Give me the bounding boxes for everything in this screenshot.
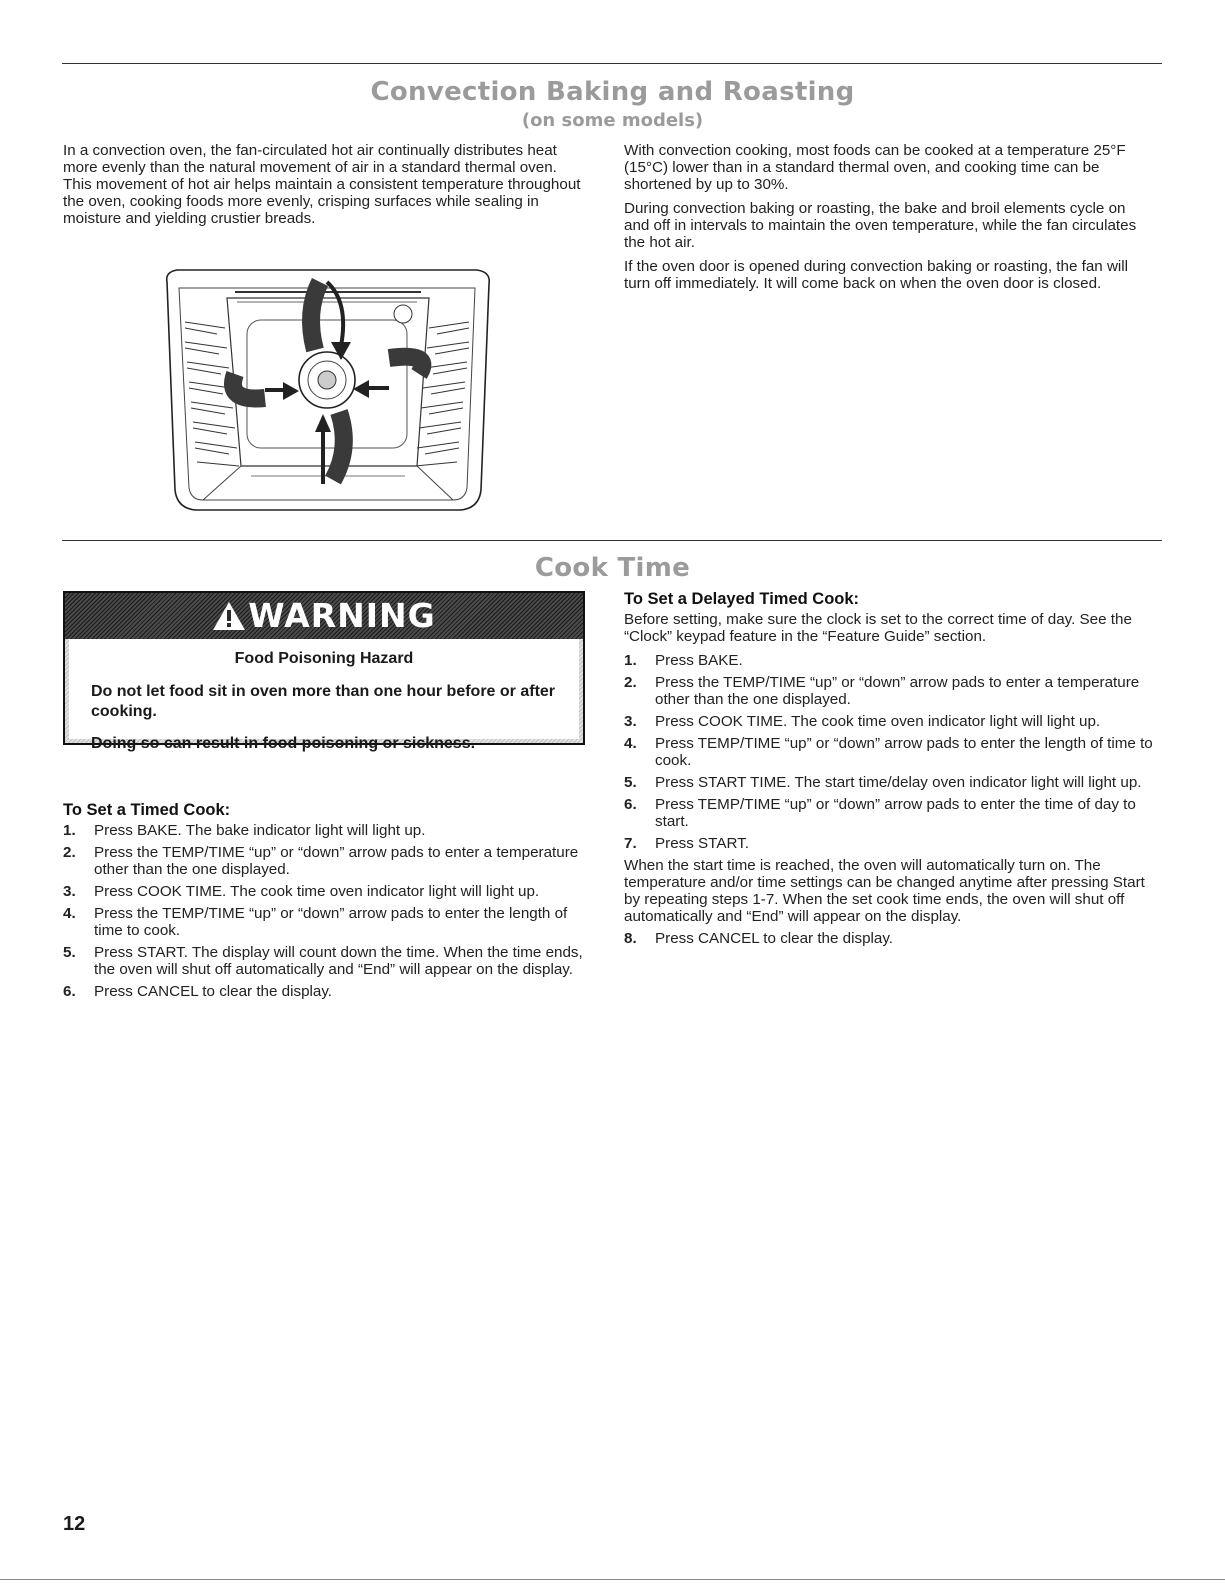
timed-cook-section xyxy=(63,800,588,1005)
convection-left-column xyxy=(63,142,583,234)
cook-time-title: Cook Time xyxy=(534,553,691,583)
list-item: 5. Press START TIME. The start time/delay oven indicator light will light up. xyxy=(624,774,1142,791)
warning-box xyxy=(63,591,585,752)
list-item: 2. Press the TEMP/TIME “up” or “down” arrow pads to enter a temperature other than the one displayed. xyxy=(624,674,1140,708)
warning-header xyxy=(65,593,583,639)
delayed-cook-intro: Before setting, make sure the clock is set to the correct time of day. See the “Clock” keypad feature in the “Feature Guide” section. xyxy=(624,611,1132,645)
convection-paragraph-2: During convection baking or roasting, the bake and broil elements cycle on and off in intervals to maintain the oven temperature, while the fan circulates the hot air. xyxy=(624,200,1137,251)
warning-line-1: Do not let food sit in oven more than one hour before or after cooking. xyxy=(91,683,556,720)
list-item: 2. Press the TEMP/TIME “up” or “down” arrow pads to enter a temperature other than the one displayed. xyxy=(63,844,579,878)
list-item: 6. Press TEMP/TIME “up” or “down” arrow pads to enter the time of day to start. xyxy=(624,796,1136,830)
delayed-cook-final-step xyxy=(624,930,1154,947)
page-number: 12 xyxy=(63,1513,86,1535)
convection-intro-paragraph: In a convection oven, the fan-circulated hot air continually distributes heat more evenly than the natural movement of air in a standard thermal oven. This movement of hot air helps maintain a consistent temperature throughout the oven, cooking foods more evenly, crisping surfaces while sealing in moisture and yielding crustier breads. xyxy=(63,142,581,227)
warning-hazard-title: Food Poisoning Hazard xyxy=(234,650,414,667)
delayed-cook-after: When the start time is reached, the oven will automatically turn on. The temperature and/or time settings can be changed anytime after pressing Start by repeating steps 1-7. When the set cook time ends, the oven will shut off automatically and “End” will appear on the display. xyxy=(624,857,1145,925)
list-item: 3. Press COOK TIME. The cook time oven indicator light will light up. xyxy=(624,713,1101,730)
list-item: 4. Press TEMP/TIME “up” or “down” arrow pads to enter the length of time to cook. xyxy=(624,735,1153,769)
delayed-cook-steps xyxy=(624,652,1154,852)
convection-paragraph-3: If the oven door is opened during convection baking or roasting, the fan will turn off immediately. It will come back on when the oven door is closed. xyxy=(624,258,1129,292)
timed-cook-steps xyxy=(63,822,588,1000)
top-divider xyxy=(62,63,1162,64)
list-item: 1. Press BAKE. xyxy=(624,652,743,669)
list-item: 6. Press CANCEL to clear the display. xyxy=(63,983,333,1000)
convection-right-column xyxy=(624,142,1154,299)
bottom-edge-line xyxy=(0,1579,1225,1580)
list-item: 4. Press the TEMP/TIME “up” or “down” arrow pads to enter the length of time to cook. xyxy=(63,905,568,939)
section-divider xyxy=(62,540,1162,541)
list-item: 7. Press START. xyxy=(624,835,749,852)
convection-paragraph-1: With convection cooking, most foods can be cooked at a temperature 25°F (15°C) lower than in a standard thermal oven, and cooking time can be shortened by up to 30%. xyxy=(624,142,1126,193)
warning-triangle-icon xyxy=(212,601,246,631)
warning-body xyxy=(69,639,579,752)
convection-title: Convection Baking and Roasting xyxy=(370,77,855,107)
list-item: 1. Press BAKE. The bake indicator light will light up. xyxy=(63,822,426,839)
warning-line-2: Doing so can result in food poisoning or sickness. xyxy=(91,735,476,752)
list-item: 5. Press START. The display will count down the time. When the time ends, the oven will shut off automatically and “End” will appear on the display. xyxy=(63,944,583,978)
convection-subtitle: (on some models) xyxy=(521,110,704,131)
delayed-cook-section xyxy=(624,589,1154,952)
list-item: 3. Press COOK TIME. The cook time oven indicator light will light up. xyxy=(63,883,540,900)
warning-label: WARNING xyxy=(248,596,436,635)
oven-convection-illustration xyxy=(155,262,500,517)
list-item: 8. Press CANCEL to clear the display. xyxy=(624,930,894,947)
timed-cook-heading: To Set a Timed Cook: xyxy=(63,801,231,819)
delayed-cook-heading: To Set a Delayed Timed Cook: xyxy=(624,590,860,608)
